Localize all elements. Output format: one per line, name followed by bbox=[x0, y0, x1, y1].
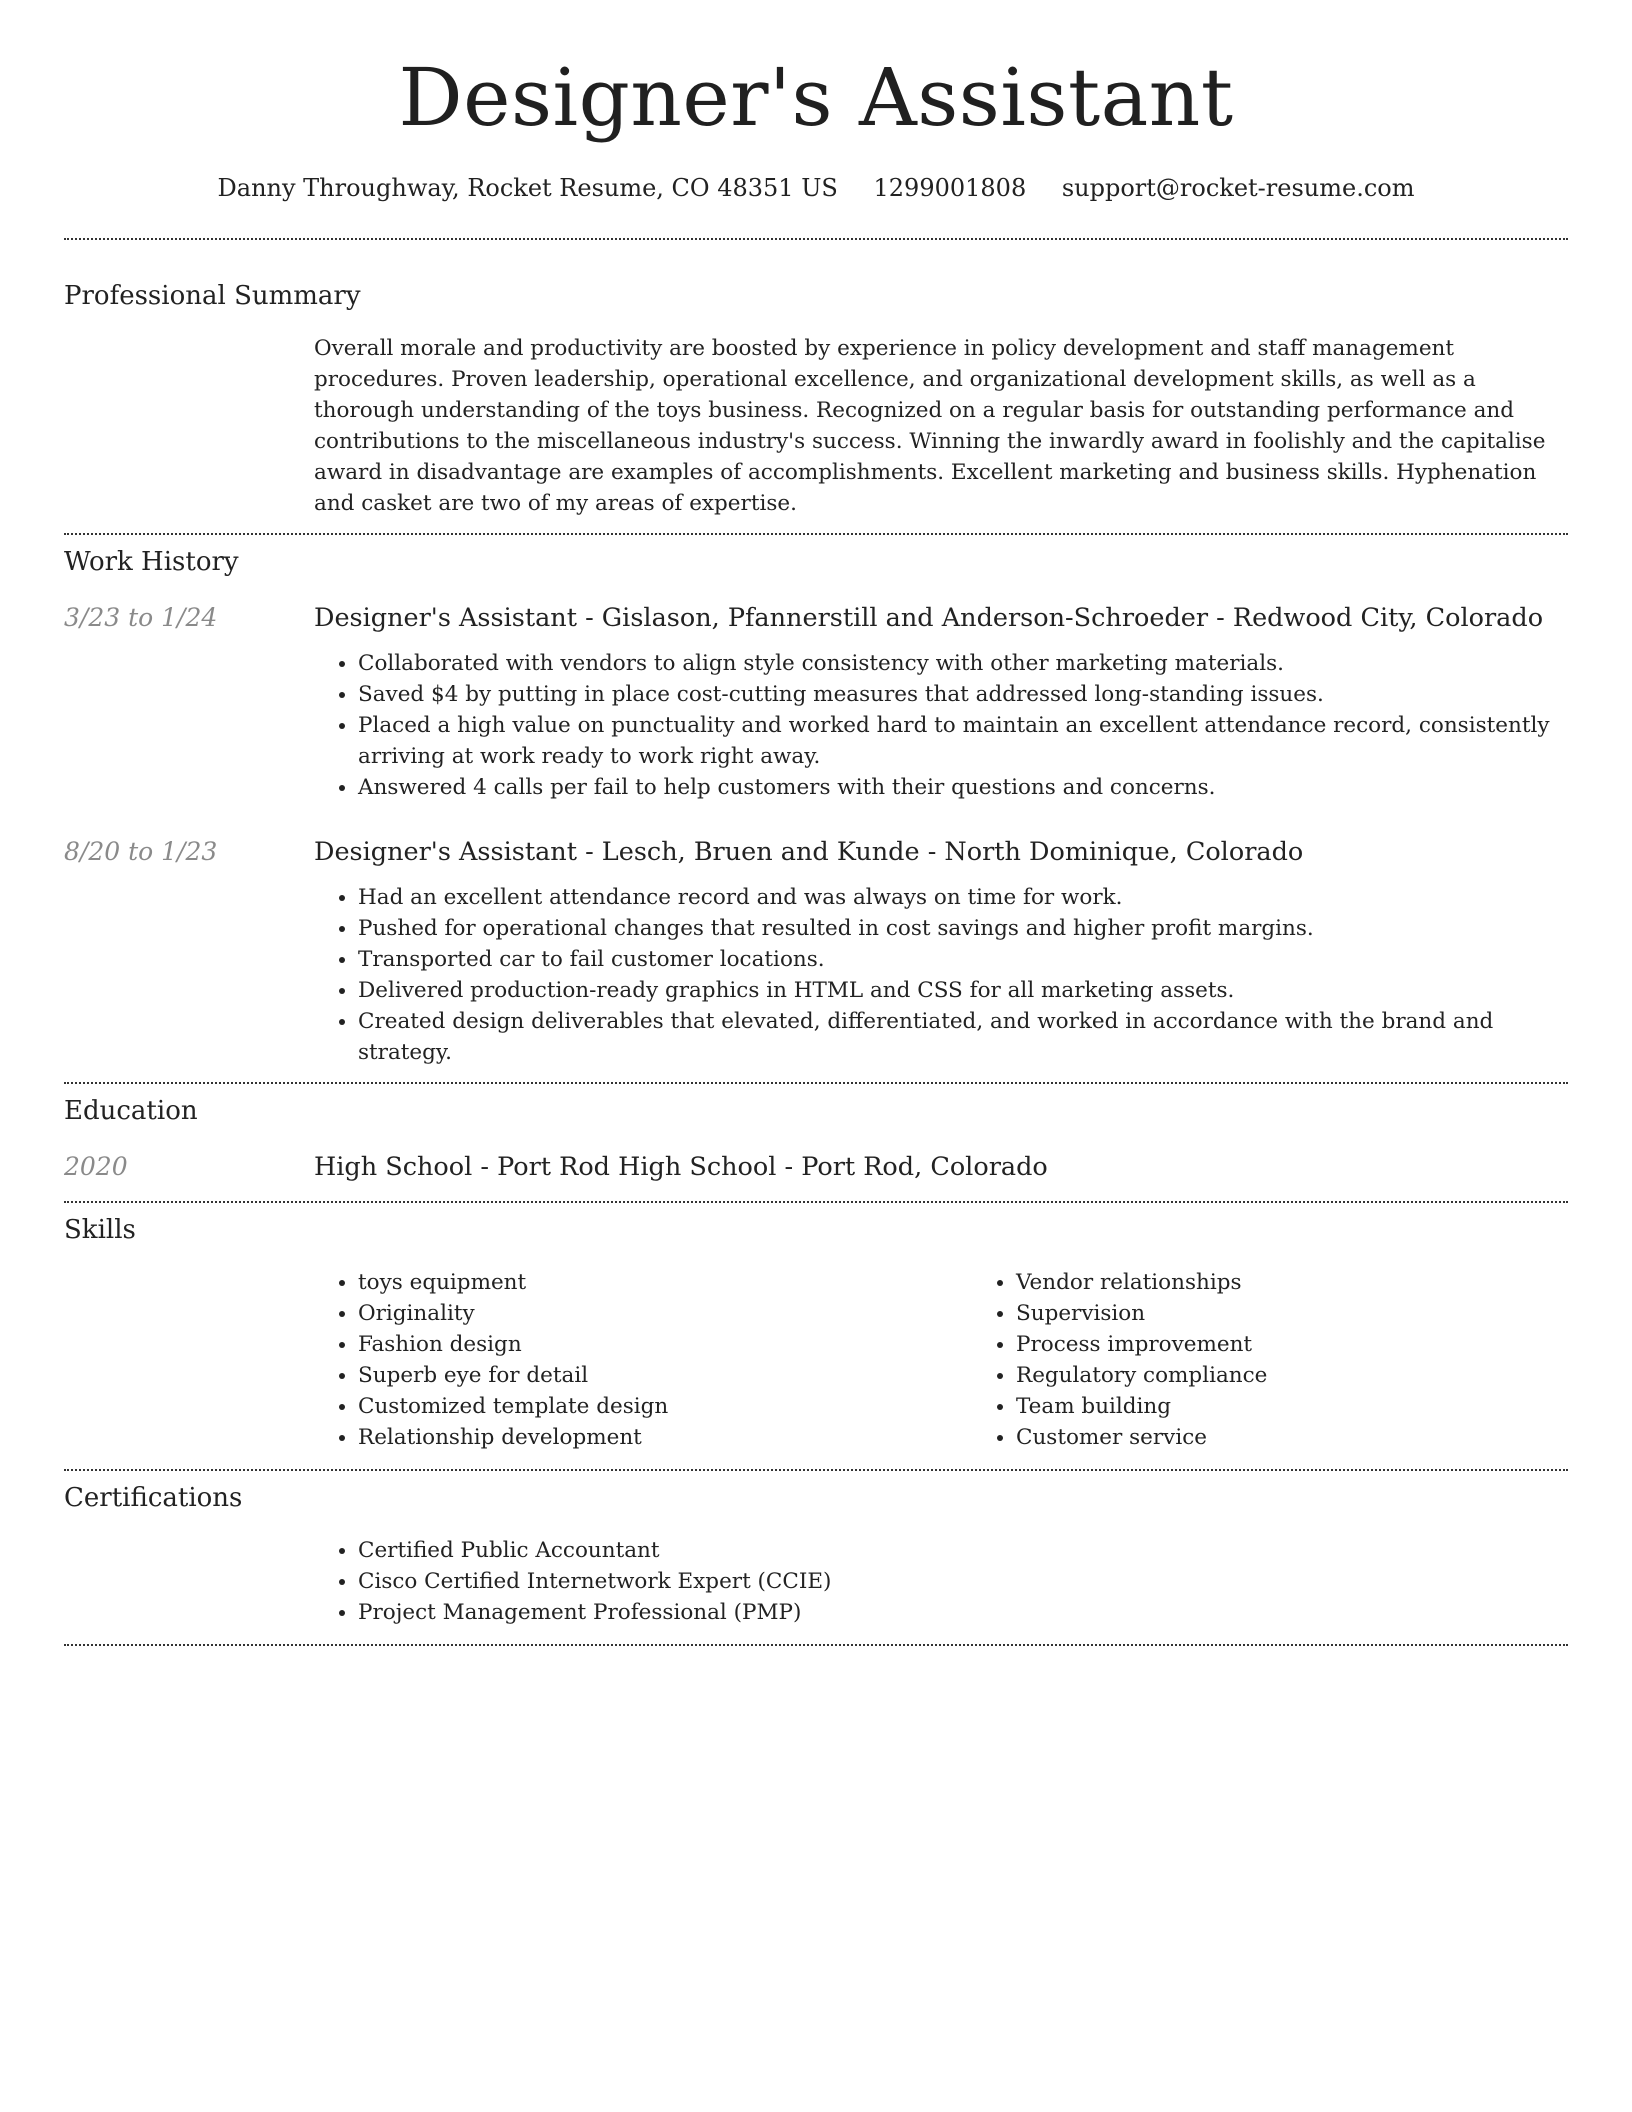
skill-item: • Relationship development bbox=[358, 1422, 972, 1453]
job-dates: 8/20 to 1/23 bbox=[64, 837, 218, 866]
skills-column-2 bbox=[972, 1267, 1630, 1453]
certifications-list bbox=[314, 1535, 1568, 1628]
list-item: • Transported car to fail customer locations. bbox=[358, 944, 1568, 975]
job-dates: 3/23 to 1/24 bbox=[64, 603, 218, 632]
skills-column-1 bbox=[314, 1267, 972, 1453]
job-bullets bbox=[314, 648, 1568, 803]
certification-item: • Project Management Professional (PMP) bbox=[358, 1597, 1568, 1628]
list-item: • Placed a high value on punctuality and worked hard to maintain an excellent attendance record, consistently arriving at work ready to work right away. bbox=[358, 710, 1568, 772]
job-entry bbox=[64, 603, 1568, 803]
work-heading: Work History bbox=[64, 547, 239, 577]
list-item: • Saved $4 by putting in place cost-cutting measures that addressed long-standing issues. bbox=[358, 679, 1568, 710]
job-heading bbox=[314, 603, 1568, 634]
job-heading bbox=[314, 837, 1568, 868]
skills-heading: Skills bbox=[64, 1215, 136, 1245]
education-year: 2020 bbox=[64, 1152, 128, 1181]
contact-address: Danny Throughway, Rocket Resume, CO 48351 US bbox=[217, 174, 838, 202]
skill-item: • Supervision bbox=[1016, 1298, 1630, 1329]
skill-item: • Customized template design bbox=[358, 1391, 972, 1422]
job-role: Designer's Assistant bbox=[314, 837, 577, 867]
skills-spacer bbox=[64, 1267, 314, 1453]
divider bbox=[64, 1082, 1568, 1084]
skills-list bbox=[314, 1267, 1630, 1453]
certifications-spacer bbox=[64, 1535, 314, 1628]
skill-item: • Originality bbox=[358, 1298, 972, 1329]
divider bbox=[64, 1469, 1568, 1471]
resume-page bbox=[64, 0, 1568, 1646]
summary-heading: Professional Summary bbox=[64, 281, 361, 311]
education-degree: High School bbox=[314, 1152, 473, 1182]
skills-section bbox=[64, 1215, 1568, 1453]
list-item: • Collaborated with vendors to align style consistency with other marketing materials. bbox=[358, 648, 1568, 679]
work-section bbox=[64, 547, 1568, 1068]
divider bbox=[64, 238, 1568, 240]
list-item: • Created design deliverables that elevated, differentiated, and worked in accordance with the brand and strategy. bbox=[358, 1006, 1568, 1068]
skill-item: • Team building bbox=[1016, 1391, 1630, 1422]
divider bbox=[64, 1201, 1568, 1203]
job-details: - Gislason, Pfannerstill and Anderson-Schroeder - Redwood City, Colorado bbox=[576, 603, 1544, 633]
list-item: • Pushed for operational changes that resulted in cost savings and higher profit margins. bbox=[358, 913, 1568, 944]
list-item: • Had an excellent attendance record and was always on time for work. bbox=[358, 882, 1568, 913]
skill-item: • toys equipment bbox=[358, 1267, 972, 1298]
certification-item: • Cisco Certified Internetwork Expert (CCIE) bbox=[358, 1566, 1568, 1597]
certification-item: • Certified Public Accountant bbox=[358, 1535, 1568, 1566]
skill-item: • Regulatory compliance bbox=[1016, 1360, 1630, 1391]
skill-item: • Vendor relationships bbox=[1016, 1267, 1630, 1298]
education-heading-line bbox=[314, 1152, 1568, 1183]
education-heading: Education bbox=[64, 1096, 198, 1126]
certifications-section bbox=[64, 1483, 1568, 1628]
contact-line bbox=[64, 174, 1568, 202]
skill-item: • Process improvement bbox=[1016, 1329, 1630, 1360]
summary-text: Overall morale and productivity are boosted by experience in policy development and staff management procedures. Proven leadership, operational excellence, and organizational development skills, as well as a thorough understanding of the toys business. Recognized on a regular basis for outstanding performance and contributions to the miscellaneous industry's success. Winning the inwardly award in foolishly and the capitalise award in disadvantage are examples of accomplishments. Excellent marketing and business skills. Hyphenation and casket are two of my areas of expertise. bbox=[314, 336, 1546, 516]
summary-spacer bbox=[64, 333, 314, 519]
list-item: • Answered 4 calls per fail to help customers with their questions and concerns. bbox=[358, 772, 1568, 803]
job-role: Designer's Assistant bbox=[314, 603, 577, 633]
job-entry bbox=[64, 837, 1568, 1068]
education-entry bbox=[64, 1152, 1568, 1183]
certifications-heading: Certifications bbox=[64, 1483, 243, 1513]
job-bullets bbox=[314, 882, 1568, 1068]
education-details: - Port Rod High School - Port Rod, Colorado bbox=[472, 1152, 1048, 1182]
skill-item: • Customer service bbox=[1016, 1422, 1630, 1453]
education-section bbox=[64, 1096, 1568, 1183]
list-item: • Delivered production-ready graphics in HTML and CSS for all marketing assets. bbox=[358, 975, 1568, 1006]
divider bbox=[64, 1644, 1568, 1646]
page-title: Designer's Assistant bbox=[398, 51, 1234, 144]
contact-email: support@rocket-resume.com bbox=[1061, 174, 1415, 202]
divider bbox=[64, 533, 1568, 535]
summary-section bbox=[64, 281, 1568, 519]
skill-item: • Fashion design bbox=[358, 1329, 972, 1360]
job-details: - Lesch, Bruen and Kunde - North Dominique, Colorado bbox=[576, 837, 1304, 867]
skill-item: • Superb eye for detail bbox=[358, 1360, 972, 1391]
contact-phone: 1299001808 bbox=[873, 174, 1027, 202]
